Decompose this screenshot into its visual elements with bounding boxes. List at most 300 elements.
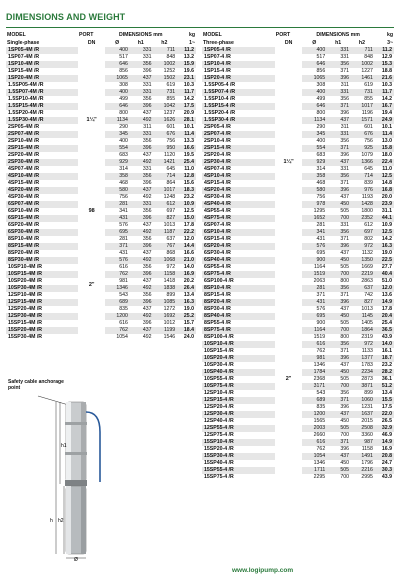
h2-cell: 2015 <box>361 418 373 424</box>
kg-cell: 18.7 <box>374 355 394 362</box>
h1-cell: 505 <box>326 467 350 474</box>
h2-cell: 711 <box>153 47 177 54</box>
d-cell: 900 <box>302 257 326 264</box>
h2-cell: 601 <box>364 124 373 130</box>
model-cell: 8SP15-4M /R <box>6 243 78 250</box>
h2-cell: 742 <box>364 292 373 298</box>
d-cell: 616 <box>302 439 326 446</box>
d-cell: 1711 <box>302 467 326 474</box>
h1-cell: 356 <box>326 341 350 348</box>
model-cell: 4SP10-4 /R <box>202 173 275 180</box>
d-cell: 800 <box>119 110 128 116</box>
port-cell: 98 <box>78 194 105 229</box>
kg-cell: 19.6 <box>183 68 194 74</box>
h2-cell: 1800 <box>361 208 373 214</box>
d-cell: 762 <box>316 446 326 452</box>
d-cell: 1134 <box>105 117 129 124</box>
model-cell: 8SP55-4 /R <box>204 320 231 326</box>
h2-label: h2 <box>58 518 64 524</box>
model-cell: 10SP15-4M /R <box>6 271 78 278</box>
col-kg: kg <box>188 32 195 39</box>
col-model: MODEL <box>7 32 26 39</box>
kg-cell: 13.6 <box>381 292 392 298</box>
model-cell: 4SP40-4 /R <box>202 201 275 208</box>
model-cell: 12SP10-4 /R <box>204 390 234 396</box>
model-cell: 10SP20-4M /R <box>8 278 43 284</box>
h2-cell: 839 <box>364 180 373 186</box>
model-cell: 8SP10-4M /R <box>8 236 40 242</box>
h2-cell: 972 <box>166 264 176 270</box>
h1-cell: 356 <box>340 138 350 144</box>
model-cell: 8SP15-4 /R <box>204 292 231 298</box>
kg-cell: 16.8 <box>374 187 394 194</box>
model-cell: 12SP10-4M /R <box>8 292 43 298</box>
h2-cell: 731 <box>350 89 374 96</box>
h2-cell: 1237 <box>163 110 176 116</box>
h1-cell: 437 <box>142 278 152 284</box>
kg-cell: 14.4 <box>176 243 196 250</box>
d-cell: 1065 <box>302 75 326 82</box>
h1-cell: 331 <box>326 89 350 96</box>
kg-cell: 17.8 <box>183 222 194 228</box>
model-cell: 10SP55-4 /R <box>204 376 234 382</box>
d-cell: 1519 <box>302 271 326 278</box>
h1-cell: 396 <box>340 446 350 452</box>
model-cell: 6SP30-4 /R <box>204 250 231 256</box>
h2-cell: 645 <box>166 166 176 172</box>
h2-cell: 802 <box>364 236 373 242</box>
model-cell: 15SP15-4M /R <box>8 320 43 326</box>
kg-cell: 44.1 <box>374 215 394 222</box>
h2-cell: 1145 <box>350 313 374 320</box>
h1-cell: 492 <box>129 117 153 124</box>
model-cell: 4SP07-4 /R <box>204 166 231 172</box>
h2-cell: 925 <box>350 145 374 152</box>
h1-cell: 396 <box>129 271 153 278</box>
d-cell: 576 <box>302 243 326 250</box>
model-cell: 1.5SP20-4M /R <box>8 110 44 116</box>
h1-cell: 396 <box>340 404 350 410</box>
model-cell: 10SP10-4 /R <box>202 341 275 348</box>
d-cell: 1295 <box>313 208 326 214</box>
model-cell: 1.5SP07-4 /R <box>202 89 275 96</box>
kg-cell: 25.2 <box>176 313 196 320</box>
table-row <box>6 47 196 54</box>
h1-cell: 311 <box>340 82 350 88</box>
kg-cell: 20.4 <box>374 313 394 320</box>
kg-cell: 25.4 <box>381 320 392 326</box>
model-cell: 6SP10-4 /R <box>202 229 275 236</box>
model-cell: 15SP55-4 /R <box>202 467 275 474</box>
kg-cell: 14.2 <box>381 236 392 242</box>
kg-cell: 24.9 <box>374 117 394 124</box>
model-cell: 10SP30-4 /R <box>204 362 234 368</box>
h2-cell: 1421 <box>153 159 177 166</box>
d-cell: 1134 <box>302 117 326 124</box>
h1-cell: 331 <box>129 131 153 138</box>
col-h1: h1 <box>137 39 144 46</box>
d-cell: 308 <box>316 82 326 88</box>
model-cell: 1SP10-4 /R <box>202 61 275 68</box>
model-cell: 12SP40-4 /R <box>204 418 234 424</box>
h2-cell: 3360 <box>361 432 373 438</box>
d-cell: 290 <box>119 124 128 130</box>
h1-cell: 356 <box>340 390 350 396</box>
h2-cell: 1068 <box>153 257 177 264</box>
kg-cell: 16.7 <box>374 103 394 110</box>
h2-cell: 1013 <box>361 306 373 312</box>
kg-cell: 14.2 <box>183 96 194 102</box>
d-cell: 900 <box>316 320 326 326</box>
d-cell: 1054 <box>116 334 128 340</box>
h1-cell: 437 <box>326 159 350 166</box>
d-cell: 646 <box>105 61 129 68</box>
h1-cell: 396 <box>340 110 350 116</box>
kg-cell: 12.0 <box>183 236 194 242</box>
h2-cell: 711 <box>350 47 374 54</box>
model-cell: 8SP30-4M /R <box>6 257 78 264</box>
h1-cell: 505 <box>340 264 350 270</box>
h2-cell: 1012 <box>163 320 176 326</box>
h2-cell: 848 <box>364 54 373 60</box>
h2-cell: 1626 <box>153 117 177 124</box>
kg-cell: 19.0 <box>183 306 194 312</box>
d-cell: 2063 <box>313 278 326 284</box>
d-cell: 314 <box>119 166 128 172</box>
kg-cell: 15.3 <box>374 61 394 68</box>
h1-cell: 800 <box>340 334 350 340</box>
model-cell: 8SP20-4M /R <box>8 250 40 256</box>
kg-cell: 14.0 <box>183 264 194 270</box>
h1-cell: 437 <box>142 250 152 256</box>
kg-cell: 40.4 <box>374 271 394 278</box>
kg-cell: 19.0 <box>381 250 392 256</box>
d-cell: 468 <box>316 180 326 186</box>
model-cell: 10SP20-4 /R <box>202 355 275 362</box>
d-cell: 695 <box>105 229 129 236</box>
kg-cell: 20.2 <box>183 278 194 284</box>
kg-cell: 23.1 <box>176 75 196 82</box>
h1-cell: 331 <box>326 47 350 54</box>
h1-cell: 492 <box>129 285 153 292</box>
h2-cell: 899 <box>364 390 373 396</box>
d-cell: 281 <box>119 236 128 242</box>
d-cell: 1784 <box>302 369 326 376</box>
d-cell: 468 <box>119 180 128 186</box>
h1-cell: 492 <box>129 229 153 236</box>
header-row <box>6 32 196 40</box>
model-cell: 6SP10-4M /R <box>8 208 40 214</box>
model-cell: 4SP15-4 /R <box>204 180 231 186</box>
d-cell: 683 <box>119 152 128 158</box>
h1-cell: 371 <box>326 397 350 404</box>
d-cell: 358 <box>105 173 129 180</box>
kg-cell: 27.7 <box>381 264 392 270</box>
port-cell: 2" <box>78 229 105 341</box>
model-cell: 2SP30-4M /R <box>6 159 78 166</box>
model-cell: 1.5SP07-4M /R <box>6 89 78 96</box>
h1-cell: 331 <box>340 54 350 60</box>
h2-cell: 2234 <box>350 369 374 376</box>
col-dimensions: DIMENSIONS mm <box>316 32 360 39</box>
col-model: MODEL <box>203 32 222 39</box>
h2-cell: 1196 <box>361 110 373 116</box>
h1-cell: 437 <box>129 187 153 194</box>
h2-cell: 1491 <box>350 453 374 460</box>
d-cell: 616 <box>302 341 326 348</box>
h1-cell: 371 <box>326 439 350 446</box>
h1-cell: 492 <box>129 313 153 320</box>
h2-cell: 1428 <box>350 201 374 208</box>
model-cell: 12SP75-4 /R <box>204 432 234 438</box>
h1-cell: 356 <box>129 61 153 68</box>
kg-cell: 11.4 <box>374 131 394 138</box>
kg-cell: 12.5 <box>374 229 394 236</box>
d-cell: 683 <box>316 152 326 158</box>
d-cell: 281 <box>316 222 326 228</box>
kg-cell: 10.3 <box>183 82 194 88</box>
h1-cell: 396 <box>129 215 153 222</box>
kg-cell: 12.0 <box>374 285 394 292</box>
model-cell: 15SP30-4M /R <box>8 334 43 340</box>
h1-cell: 437 <box>326 117 350 124</box>
kg-cell: 13.3 <box>183 138 194 144</box>
h1-cell: 437 <box>142 306 152 312</box>
kg-cell: 15.8 <box>374 145 394 152</box>
model-cell: 15SP40-4 /R <box>204 460 234 466</box>
h1-cell: 396 <box>326 75 350 82</box>
h1-cell: 371 <box>340 348 350 354</box>
h1-cell: 396 <box>326 187 350 194</box>
h-label: h <box>50 518 53 524</box>
d-cell: 431 <box>119 250 128 256</box>
model-cell: 15SP20-4 /R <box>204 446 234 452</box>
d-cell: 400 <box>302 47 326 54</box>
h1-cell: 356 <box>142 96 152 102</box>
kg-cell: 19.4 <box>381 110 392 116</box>
h1-cell: 450 <box>326 313 350 320</box>
h1-cell: 356 <box>142 208 152 214</box>
table-row <box>202 47 394 54</box>
h1-cell: 396 <box>129 243 153 250</box>
d-cell: 981 <box>302 355 326 362</box>
d-cell: 1652 <box>302 215 326 222</box>
d-cell: 1065 <box>105 75 129 82</box>
d-cell: 835 <box>316 404 326 410</box>
h2-cell: 1546 <box>163 334 176 340</box>
h2-cell: 1692 <box>153 313 177 320</box>
h2-cell: 1013 <box>163 222 176 228</box>
model-cell: 15SP20-4M /R <box>6 327 78 334</box>
col-kg: kg <box>386 32 393 39</box>
d-cell: 762 <box>316 348 326 354</box>
kg-cell: 43.9 <box>381 334 392 340</box>
d-cell: 756 <box>119 194 128 200</box>
model-cell: 4SP75-4 /R <box>202 215 275 222</box>
model-cell: 15SP75-4 /R <box>204 474 234 480</box>
h2-cell: 1637 <box>350 411 374 418</box>
h1-cell: 437 <box>326 453 350 460</box>
d-cell: 2660 <box>313 432 326 438</box>
h2-cell: 1158 <box>361 446 373 452</box>
d-cell: 554 <box>105 145 129 152</box>
h1-cell: 311 <box>340 124 350 130</box>
h2-cell: 756 <box>364 138 373 144</box>
h2-cell: 612 <box>153 201 177 208</box>
h1-cell: 356 <box>142 138 152 144</box>
model-cell: 8SP30-4 /R <box>204 306 231 312</box>
h2-cell: 1796 <box>361 460 373 466</box>
model-cell: 1SP07-4 /R <box>204 54 231 60</box>
d-cell: 345 <box>105 131 129 138</box>
model-cell: 6SP20-4 /R <box>202 243 275 250</box>
model-cell: 1.5SP15-4M /R <box>6 103 78 110</box>
kg-cell: 12.5 <box>183 208 194 214</box>
h1-cell: 437 <box>142 222 152 228</box>
h1-cell: 371 <box>340 236 350 242</box>
kg-cell: 20.9 <box>183 110 194 116</box>
kg-cell: 22.0 <box>374 411 394 418</box>
kg-cell: 36.5 <box>374 327 394 334</box>
h2-cell: 1252 <box>163 68 176 74</box>
kg-cell: 10.3 <box>381 82 392 88</box>
h1-cell: 396 <box>326 355 350 362</box>
kg-cell: 17.5 <box>381 404 392 410</box>
model-cell: 1SP20-4M /R <box>6 75 78 82</box>
h1-cell: 492 <box>142 194 152 200</box>
kg-cell: 15.6 <box>183 180 194 186</box>
h1-cell: 437 <box>142 110 152 116</box>
kg-cell: 21.0 <box>176 257 196 264</box>
model-cell: 2SP07-4M /R <box>6 131 78 138</box>
h1-cell: 396 <box>129 145 153 152</box>
h2-cell: 1060 <box>350 397 374 404</box>
kg-cell: 11.7 <box>176 89 196 96</box>
col-d: Ø <box>312 39 317 46</box>
d-cell: 576 <box>316 306 326 312</box>
h1-cell: 492 <box>142 334 152 340</box>
h1-cell: 437 <box>142 152 152 158</box>
d-cell: 646 <box>105 103 129 110</box>
d-cell: 646 <box>302 103 326 110</box>
d-cell: 856 <box>119 68 128 74</box>
h2-cell: 855 <box>364 96 373 102</box>
kg-cell: 22.4 <box>374 159 394 166</box>
kg-cell: 30.3 <box>374 467 394 474</box>
h2-cell: 1366 <box>350 159 374 166</box>
h1-cell: 396 <box>326 299 350 306</box>
model-cell: 1SP10-4M /R <box>6 61 78 68</box>
model-cell: 4SP20-4 /R <box>202 187 275 194</box>
col-port: PORT <box>275 32 291 39</box>
model-cell: 12SP20-4 /R <box>204 404 234 410</box>
h2-cell: 3871 <box>350 383 374 390</box>
d-cell: 762 <box>105 271 129 278</box>
d-cell: 517 <box>119 54 128 60</box>
footer-url[interactable]: www.logipump.com <box>232 567 294 574</box>
h2-cell: 612 <box>364 222 373 228</box>
header-row-2 <box>202 40 394 48</box>
h1-label: h1 <box>61 443 67 449</box>
d-cell: 1200 <box>302 411 326 418</box>
model-cell: 12SP15-4M /R <box>6 299 78 306</box>
h2-cell: 1864 <box>350 327 374 334</box>
h1-cell: 356 <box>142 292 152 298</box>
kg-cell: 26.5 <box>381 418 392 424</box>
model-cell: 2SP10-4 /R <box>204 138 231 144</box>
h2-cell: 848 <box>166 54 176 60</box>
model-cell: 10SP40-4 /R <box>202 369 275 376</box>
d-cell: 1346 <box>105 285 129 292</box>
col-dn: DN <box>284 39 293 46</box>
h1-cell: 505 <box>340 208 350 214</box>
h2-cell: 1418 <box>163 278 176 284</box>
h1-cell: 356 <box>142 236 152 242</box>
model-cell: 6SP07-4M /R <box>6 201 78 208</box>
model-cell: 4SP55-4 /R <box>204 208 231 214</box>
h1-cell: 800 <box>340 278 350 284</box>
d-cell: 341 <box>302 229 326 236</box>
d-cell: 981 <box>119 278 128 284</box>
model-cell: 6SP55-4 /R <box>204 264 231 270</box>
h1-cell: 505 <box>340 320 350 326</box>
col-h2: h2 <box>161 39 168 46</box>
d-cell: 1519 <box>313 334 326 340</box>
d-cell: 281 <box>302 285 326 292</box>
phase-label: Single-phase <box>7 39 40 46</box>
model-cell: 8SP100-4 /R <box>204 334 234 340</box>
h1-cell: 331 <box>142 166 152 172</box>
kg-cell: 23.2 <box>183 194 194 200</box>
h1-cell: 331 <box>142 54 152 60</box>
h2-cell: 1377 <box>350 355 374 362</box>
kg-cell: 11.2 <box>176 47 196 54</box>
d-cell: 431 <box>302 299 326 306</box>
h1-cell: 356 <box>326 61 350 68</box>
d-cell: 400 <box>119 138 128 144</box>
model-cell: 6SP75-4 /R <box>202 271 275 278</box>
kg-cell: 28.2 <box>374 369 394 376</box>
kg-cell: 18.3 <box>176 187 196 194</box>
h2-cell: 697 <box>350 229 374 236</box>
model-cell: 8SP10-4 /R <box>202 285 275 292</box>
h1-cell: 437 <box>340 250 350 256</box>
h1-cell: 371 <box>340 180 350 186</box>
kg-cell: 12.8 <box>176 173 196 180</box>
kg-cell: 11.0 <box>382 166 392 172</box>
model-cell: 1.5SP05-4M /R <box>8 82 44 88</box>
kg-cell: 21.6 <box>374 75 394 82</box>
model-cell: 2SP20-4M /R <box>8 152 40 158</box>
h2-cell: 1227 <box>361 68 373 74</box>
kg-cell: 14.8 <box>381 180 392 186</box>
title-rule <box>6 27 394 28</box>
col-dimensions: DIMENSIONS mm <box>118 32 163 39</box>
table-row <box>6 194 196 201</box>
d-cell: 689 <box>105 299 129 306</box>
kg-cell: 32.9 <box>374 425 394 432</box>
h2-cell: 1669 <box>361 264 373 270</box>
model-cell: 2SP20-4 /R <box>204 152 231 158</box>
model-cell: 1.5SP30-4M /R <box>6 117 78 124</box>
d-cell: 308 <box>119 82 128 88</box>
kg-cell: 14.9 <box>374 439 394 446</box>
kg-cell: 11.0 <box>184 166 194 172</box>
h2-cell: 1199 <box>153 327 177 334</box>
h2-cell: 1132 <box>361 250 373 256</box>
d-cell: 499 <box>316 96 326 102</box>
kg-cell: 10.9 <box>176 201 196 208</box>
